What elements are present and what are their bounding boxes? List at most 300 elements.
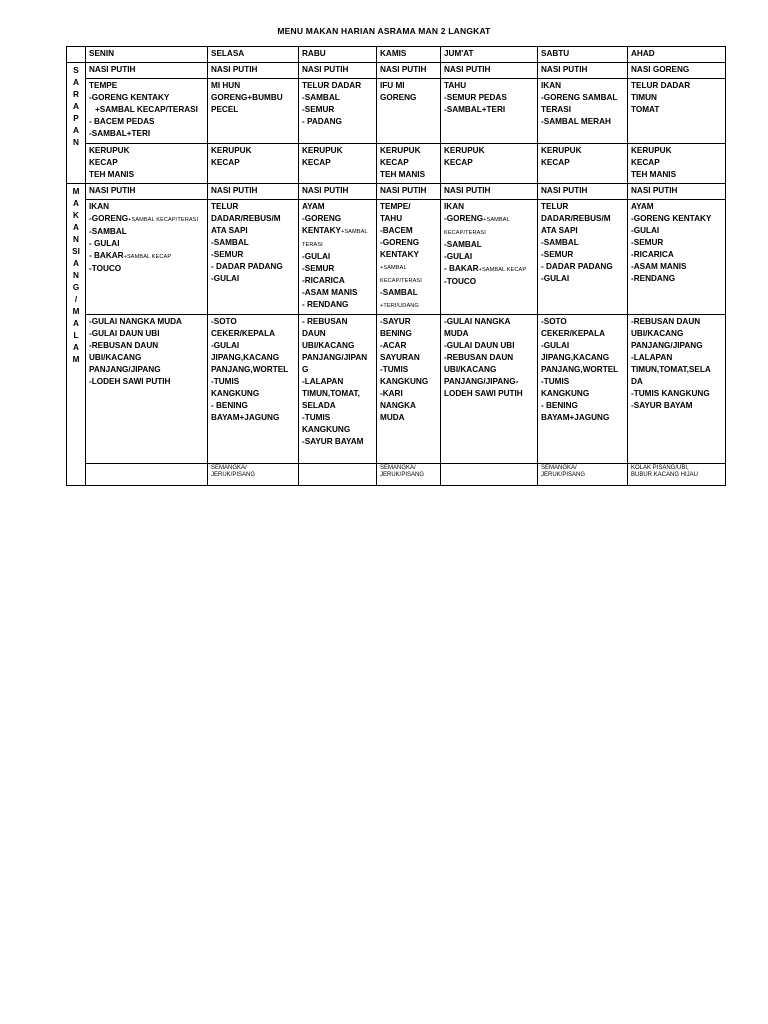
- menu-line: [541, 92, 624, 104]
- menu-line: [380, 261, 437, 274]
- sarapan-nasi-cell: [208, 63, 299, 79]
- menu-line: NASI PUTIH: [541, 65, 588, 74]
- dish-text: -SEMUR PEDAS: [444, 93, 507, 102]
- dish-note: KECAP/TERASI: [380, 278, 422, 284]
- menu-line: -TUMIS: [211, 377, 240, 386]
- menu-line: NASI PUTIH: [631, 186, 678, 195]
- menu-line: [302, 299, 373, 311]
- sarapan-lauk-cell: [86, 79, 208, 144]
- makan-lauk-cell: [441, 200, 538, 315]
- dish-text: AYAM: [302, 202, 325, 211]
- menu-line: KERUPUK: [89, 146, 130, 155]
- makan-buah-cell: [628, 464, 726, 486]
- page-title: MENU MAKAN HARIAN ASRAMA MAN 2 LANGKAT: [277, 26, 491, 36]
- dish-text: - RENDANG: [302, 300, 349, 309]
- menu-line: -GULAI NANGKA MUDA: [89, 317, 182, 326]
- sarapan-pelengkap-cell: [299, 144, 377, 184]
- menu-line: -TUMIS: [380, 365, 409, 374]
- sarapan-nasi-cell: [441, 63, 538, 79]
- menu-line: [211, 92, 295, 104]
- dish-text: TERASI: [541, 105, 572, 114]
- sarapan-nasi-cell: [628, 63, 726, 79]
- dish-text: TAHU: [380, 214, 403, 223]
- dish-note: +SAMBAL KECAP: [478, 267, 527, 273]
- menu-line: [89, 238, 204, 250]
- dish-text: -SAMBAL+TERI: [444, 105, 506, 114]
- dish-text: -GORENG: [302, 214, 342, 223]
- dish-text: IKAN: [541, 81, 562, 90]
- menu-line: KECAP: [541, 158, 570, 167]
- dish-text: +SAMBAL KECAP/TERASI: [95, 105, 198, 114]
- dish-text: -GORENG SAMBAL: [541, 93, 618, 102]
- makan-nasi-cell: [377, 184, 441, 200]
- menu-line: [302, 213, 373, 225]
- dish-text: GORENG+BUMBU: [211, 93, 283, 102]
- menu-line: [380, 201, 437, 213]
- menu-line: [89, 128, 204, 140]
- menu-line: KANGKUNG: [302, 425, 351, 434]
- side-letter: M: [72, 307, 80, 316]
- menu-line: -SAYUR BAYAM: [302, 437, 364, 446]
- dish-text: -SEMUR: [302, 105, 335, 114]
- corner-cell: [67, 47, 86, 63]
- dish-text: -SAMBAL: [444, 240, 482, 249]
- menu-line: -LODEH SAWI PUTIH: [89, 377, 171, 386]
- dish-text: -GORENG KENTAKY: [89, 93, 170, 102]
- menu-line: TEH MANIS: [380, 170, 426, 179]
- side-letter: A: [73, 223, 79, 232]
- menu-line: DA: [631, 377, 643, 386]
- menu-line: -SOTO: [211, 317, 237, 326]
- dish-note: +SAMBAL KECAP/TERASI: [128, 217, 199, 223]
- menu-line: TEH MANIS: [89, 170, 135, 179]
- makan-lauk-cell: [299, 200, 377, 315]
- menu-line: [444, 226, 534, 239]
- menu-line: NANGKA: [380, 401, 416, 410]
- dish-note: +SAMBAL KECAP: [123, 254, 172, 260]
- sarapan-nasi-cell: [86, 63, 208, 79]
- dish-text: -ASAM MANIS: [631, 262, 687, 271]
- menu-line: [444, 239, 534, 251]
- side-letter: /: [74, 295, 78, 304]
- menu-line: -ACAR: [380, 341, 407, 350]
- menu-line: LODEH SAWI PUTIH: [444, 389, 523, 398]
- makan-lauk-cell: [377, 200, 441, 315]
- dish-text: IKAN: [444, 202, 465, 211]
- menu-line: [211, 249, 295, 261]
- menu-line: PANJANG/JIPANG: [89, 365, 161, 374]
- menu-line: KERUPUK: [380, 146, 421, 155]
- menu-line: [211, 273, 295, 285]
- menu-line: [631, 249, 722, 261]
- menu-line: [380, 225, 437, 237]
- menu-line: [541, 237, 624, 249]
- side-letter: A: [73, 78, 79, 87]
- menu-line: [302, 287, 373, 299]
- day-label: KAMIS: [380, 49, 407, 58]
- menu-line: [631, 213, 722, 225]
- makan-buah-cell: [441, 464, 538, 486]
- sarapan-lauk-cell: [441, 79, 538, 144]
- menu-line: UBI/KACANG: [89, 353, 142, 362]
- menu-line: BAYAM+JAGUNG: [541, 413, 610, 422]
- dish-note: KECAP/TERASI: [444, 230, 486, 236]
- sarapan-lauk-cell: [377, 79, 441, 144]
- dish-text: ATA SAPI: [211, 226, 248, 235]
- menu-line: [541, 213, 624, 225]
- day-header: [299, 47, 377, 63]
- menu-line: [302, 275, 373, 287]
- side-letter: R: [73, 90, 79, 99]
- side-letter: M: [72, 355, 80, 364]
- dish-text: -SAMBAL: [89, 227, 127, 236]
- makan-sayur-cell: [86, 315, 208, 464]
- menu-line: KECAP: [380, 158, 409, 167]
- menu-line: -TUMIS: [302, 413, 331, 422]
- fruit-line: KOLAK PISANG/UBI,: [631, 465, 689, 471]
- menu-line: [541, 273, 624, 285]
- menu-line: PANJANG/JIPANG: [631, 341, 703, 350]
- menu-line: [302, 116, 373, 128]
- fruit-line: JERUK/PISANG: [211, 472, 256, 478]
- dish-text: -GULAI: [631, 226, 660, 235]
- sarapan-pelengkap-cell: [377, 144, 441, 184]
- menu-line: KERUPUK: [444, 146, 485, 155]
- dish-text: TELUR: [211, 202, 239, 211]
- sarapan-pelengkap-cell: [441, 144, 538, 184]
- dish-text: - BACEM PEDAS: [89, 117, 155, 126]
- makan-sayur-cell: [538, 315, 628, 464]
- menu-line: [302, 104, 373, 116]
- menu-line: NASI PUTIH: [211, 186, 258, 195]
- makan-lauk-cell: [208, 200, 299, 315]
- side-letter: G: [72, 283, 80, 292]
- menu-line: JIPANG,KACANG: [541, 353, 610, 362]
- menu-line: -SAYUR: [380, 317, 411, 326]
- menu-line: NASI GORENG: [631, 65, 690, 74]
- side-letter: N: [73, 271, 79, 280]
- dish-text: -TOUCO: [89, 264, 122, 273]
- menu-line: [380, 213, 437, 225]
- dish-text: -GULAI: [211, 274, 240, 283]
- menu-line: TIMUN,TOMAT,: [302, 389, 360, 398]
- menu-line: [444, 251, 534, 263]
- menu-line: UBI/KACANG: [444, 365, 497, 374]
- menu-line: [541, 261, 624, 273]
- menu-line: [541, 80, 624, 92]
- menu-line: PANJANG,WORTEL: [541, 365, 619, 374]
- menu-line: [444, 276, 534, 288]
- menu-line: [89, 263, 204, 275]
- menu-line: KANGKUNG: [211, 389, 260, 398]
- dish-text: -ASAM MANIS: [302, 288, 358, 297]
- dish-text: -SAMBAL MERAH: [541, 117, 611, 126]
- sarapan-pelengkap-cell: [86, 144, 208, 184]
- sarapan-lauk-cell: [299, 79, 377, 144]
- fruit-line: BUBUR KACANG HIJAU: [631, 472, 699, 478]
- day-label: SABTU: [541, 49, 570, 58]
- side-letter: A: [73, 259, 79, 268]
- sarapan-side-label: [67, 63, 86, 184]
- dish-text: -BACEM: [380, 226, 413, 235]
- menu-line: NASI PUTIH: [211, 65, 258, 74]
- dish-text: -GULAI: [444, 252, 473, 261]
- sarapan-lauk-cell: [538, 79, 628, 144]
- menu-line: [380, 92, 437, 104]
- dish-text: TOMAT: [631, 105, 660, 114]
- dish-text: -TOUCO: [444, 277, 477, 286]
- menu-line: NASI PUTIH: [302, 65, 349, 74]
- menu-line: - REBUSAN: [302, 317, 348, 326]
- menu-line: -TUMIS KANGKUNG: [631, 389, 710, 398]
- menu-line: TEH MANIS: [631, 170, 677, 179]
- menu-line: [631, 261, 722, 273]
- menu-line: BAYAM+JAGUNG: [211, 413, 280, 422]
- dish-text: -GORENG KENTAKY: [631, 214, 712, 223]
- makan-nasi-cell: [441, 184, 538, 200]
- menu-line: KERUPUK: [302, 146, 343, 155]
- menu-table: [66, 46, 726, 486]
- dish-text: KENTAKY: [302, 226, 341, 235]
- menu-line: KECAP: [302, 158, 331, 167]
- day-header: [377, 47, 441, 63]
- menu-line: [302, 225, 373, 238]
- menu-line: [89, 92, 204, 104]
- day-header: [441, 47, 538, 63]
- menu-line: KECAP: [444, 158, 473, 167]
- side-letter: L: [73, 331, 79, 340]
- side-letter: S: [73, 66, 79, 75]
- menu-line: NASI PUTIH: [302, 186, 349, 195]
- menu-line: [631, 80, 722, 92]
- menu-line: [631, 104, 722, 116]
- menu-line: [541, 249, 624, 261]
- dish-text: -GULAI: [541, 274, 570, 283]
- dish-note: TERASI: [302, 242, 323, 248]
- dish-text: -SAMBAL: [541, 238, 579, 247]
- menu-line: [302, 80, 373, 92]
- menu-line: -TUMIS: [541, 377, 570, 386]
- menu-line: [541, 201, 624, 213]
- menu-line: [211, 104, 295, 116]
- menu-line: [211, 201, 295, 213]
- fruit-line: SEMANGKA/: [211, 465, 247, 471]
- dish-text: -RENDANG: [631, 274, 676, 283]
- side-letter: SI: [72, 247, 80, 256]
- menu-line: MUDA: [444, 329, 469, 338]
- menu-line: -SAYUR BAYAM: [631, 401, 693, 410]
- side-letter: A: [73, 102, 79, 111]
- day-header: [86, 47, 208, 63]
- sarapan-nasi-cell: [299, 63, 377, 79]
- makan-sayur-cell: [628, 315, 726, 464]
- dish-note: +TERI/UDANG: [380, 303, 419, 309]
- makan-lauk-cell: [628, 200, 726, 315]
- dish-text: TAHU: [444, 81, 467, 90]
- menu-line: NASI PUTIH: [89, 65, 136, 74]
- makan-buah-cell: [538, 464, 628, 486]
- makan-buah-cell: [377, 464, 441, 486]
- menu-line: [444, 104, 534, 116]
- fruit-line: JERUK/PISANG: [380, 472, 425, 478]
- menu-line: [89, 213, 204, 226]
- menu-line: [541, 225, 624, 237]
- menu-line: [302, 238, 373, 251]
- dish-text: TELUR: [541, 202, 569, 211]
- dish-text: - BAKAR: [89, 251, 124, 260]
- sarapan-pelengkap-cell: [538, 144, 628, 184]
- sarapan-pelengkap-cell: [628, 144, 726, 184]
- dish-text: TEMPE: [89, 81, 118, 90]
- menu-line: [631, 237, 722, 249]
- side-letter: A: [73, 343, 79, 352]
- menu-line: - BENING: [211, 401, 248, 410]
- sarapan-lauk-cell: [208, 79, 299, 144]
- dish-note: +SAMBAL: [380, 265, 407, 271]
- makan-sayur-cell: [299, 315, 377, 464]
- menu-line: -GULAI DAUN UBI: [89, 329, 160, 338]
- menu-line: [631, 225, 722, 237]
- menu-line: [444, 263, 534, 276]
- dish-text: TIMUN: [631, 93, 657, 102]
- menu-line: [380, 249, 437, 261]
- makan-nasi-cell: [208, 184, 299, 200]
- dish-note: +SAMBAL: [340, 229, 368, 235]
- sarapan-nasi-cell: [538, 63, 628, 79]
- day-header: [628, 47, 726, 63]
- menu-line: -LALAPAN: [631, 353, 673, 362]
- menu-line: - BENING: [541, 401, 578, 410]
- side-letter: N: [73, 235, 79, 244]
- menu-line: -SOTO: [541, 317, 567, 326]
- menu-line: KERUPUK: [541, 146, 582, 155]
- menu-line: [302, 201, 373, 213]
- dish-text: KENTAKY: [380, 250, 419, 259]
- day-header: [538, 47, 628, 63]
- menu-line: NASI PUTIH: [380, 186, 427, 195]
- menu-line: BENING: [380, 329, 412, 338]
- menu-line: [541, 104, 624, 116]
- makan-nasi-cell: [299, 184, 377, 200]
- menu-line: [380, 80, 437, 92]
- makan-sayur-cell: [377, 315, 441, 464]
- side-letter: A: [73, 126, 79, 135]
- menu-line: UBI/KACANG: [631, 329, 684, 338]
- day-label: SELASA: [211, 49, 245, 58]
- dish-text: - GULAI: [89, 239, 120, 248]
- menu-line: [302, 92, 373, 104]
- menu-line: [631, 273, 722, 285]
- menu-line: [302, 251, 373, 263]
- dish-text: -SAMBAL: [302, 93, 340, 102]
- side-letter: K: [73, 211, 79, 220]
- menu-line: [211, 80, 295, 92]
- dish-text: -SAMBAL+TERI: [89, 129, 151, 138]
- makan-side-label: [67, 184, 86, 486]
- dish-text: -SAMBAL: [380, 288, 418, 297]
- fruit-line: SEMANGKA/: [380, 465, 416, 471]
- dish-text: MI HUN: [211, 81, 241, 90]
- dish-text: -RICARICA: [631, 250, 674, 259]
- dish-text: -SAMBAL: [211, 238, 249, 247]
- menu-line: NASI PUTIH: [89, 186, 136, 195]
- menu-line: -KARI: [380, 389, 403, 398]
- dish-text: - PADANG: [302, 117, 342, 126]
- dish-text: -SEMUR: [302, 264, 335, 273]
- menu-line: [380, 274, 437, 287]
- sarapan-lauk-cell: [628, 79, 726, 144]
- menu-line: [541, 116, 624, 128]
- menu-line: PANJANG,WORTEL: [211, 365, 289, 374]
- menu-line: -GULAI DAUN UBI: [444, 341, 515, 350]
- menu-line: CEKER/KEPALA: [211, 329, 275, 338]
- menu-line: KECAP: [89, 158, 118, 167]
- dish-text: -GULAI: [302, 252, 331, 261]
- fruit-line: SEMANGKA/: [541, 465, 577, 471]
- menu-line: KERUPUK: [211, 146, 252, 155]
- dish-text: PECEL: [211, 105, 239, 114]
- dish-text: -GORENG: [380, 238, 420, 247]
- menu-line: [631, 92, 722, 104]
- makan-nasi-cell: [628, 184, 726, 200]
- menu-line: [89, 250, 204, 263]
- dish-text: -GORENG: [444, 214, 484, 223]
- dish-text: -SEMUR: [211, 250, 244, 259]
- menu-line: [89, 226, 204, 238]
- day-label: SENIN: [89, 49, 115, 58]
- menu-line: KANGKUNG: [380, 377, 429, 386]
- day-label: RABU: [302, 49, 326, 58]
- menu-line: NASI PUTIH: [380, 65, 427, 74]
- menu-line: [444, 80, 534, 92]
- makan-lauk-cell: [86, 200, 208, 315]
- menu-line: [444, 213, 534, 226]
- dish-text: - DADAR PADANG: [211, 262, 283, 271]
- menu-line: [89, 80, 204, 92]
- dish-text: DADAR/REBUS/M: [211, 214, 281, 223]
- menu-line: -LALAPAN: [302, 377, 344, 386]
- dish-text: TELUR DADAR: [302, 81, 362, 90]
- dish-note: +SAMBAL: [483, 217, 510, 223]
- menu-line: JIPANG,KACANG: [211, 353, 280, 362]
- menu-line: -REBUSAN DAUN: [89, 341, 159, 350]
- menu-line: UBI/KACANG: [302, 341, 355, 350]
- menu-line: [380, 287, 437, 299]
- menu-line: KECAP: [211, 158, 240, 167]
- dish-text: AYAM: [631, 202, 654, 211]
- makan-nasi-cell: [538, 184, 628, 200]
- makan-buah-cell: [86, 464, 208, 486]
- menu-line: KERUPUK: [631, 146, 672, 155]
- menu-line: [211, 213, 295, 225]
- menu-line: -GULAI: [211, 341, 240, 350]
- menu-line: [211, 261, 295, 273]
- fruit-line: JERUK/PISANG: [541, 472, 586, 478]
- dish-text: - DADAR PADANG: [541, 262, 613, 271]
- dish-text: -SEMUR: [631, 238, 664, 247]
- menu-line: TIMUN,TOMAT,SELA: [631, 365, 711, 374]
- sarapan-nasi-cell: [377, 63, 441, 79]
- day-header: [208, 47, 299, 63]
- menu-line: NASI PUTIH: [541, 186, 588, 195]
- menu-line: [89, 201, 204, 213]
- menu-line: SAYURAN: [380, 353, 420, 362]
- menu-line: SELADA: [302, 401, 336, 410]
- dish-text: GORENG: [380, 93, 417, 102]
- menu-line: [89, 104, 204, 116]
- side-letter: P: [73, 114, 79, 123]
- makan-buah-cell: [208, 464, 299, 486]
